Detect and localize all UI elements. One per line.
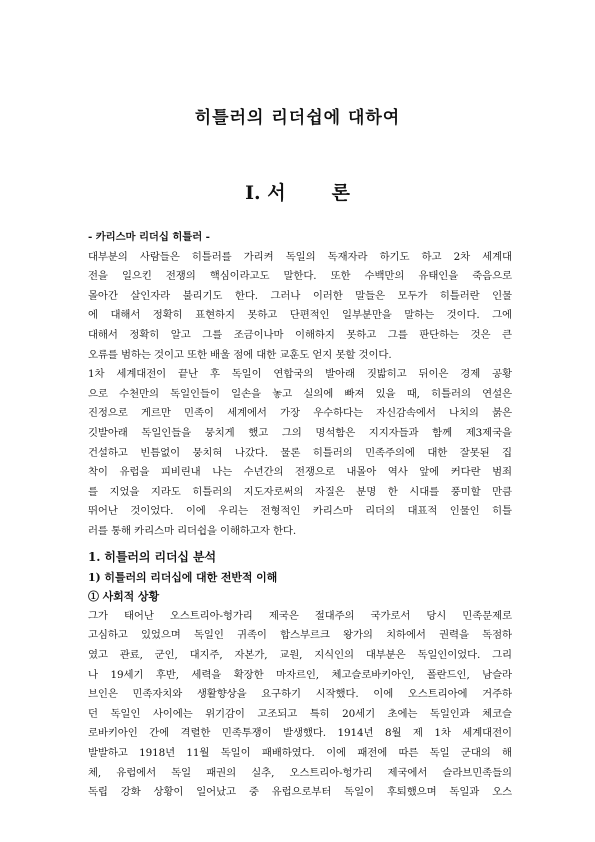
intro-line: 오류를 범하는 것이고 또한 배울 점에 대한 교훈도 얻지 못할 것이다.: [88, 348, 392, 361]
para2-line: 를 지었을 지라도 히틀러의 지도자로써의 자질은 분명 한 시대를 풍미할 만큼: [88, 485, 512, 498]
para2-line: 착이 유럽을 피비린내 나는 수년간의 전쟁으로 내몰아 역사 앞에 커다란 범죄: [88, 466, 512, 479]
section1-line: 나 19세기 후반, 세력을 확장한 마자르인, 체고슬로바키아인, 폴란드인, 남슬라: [88, 668, 512, 681]
intro-line: 전을 일으킨 전쟁의 핵심이라고도 말한다. 또한 수백만의 유태인을 죽음으로: [88, 270, 512, 283]
section1-line: 였고 관료, 군인, 대지주, 자본가, 교원, 지식인의 대부분은 독일인이었다. 그리: [88, 648, 512, 661]
chapter-word: 론: [331, 182, 350, 204]
section1-line: 독립 강화 상황이 일어났고 중 유럽으로부터 독일이 후퇴했으며 독일과 오스: [88, 786, 512, 799]
section1-block: [88, 548, 512, 803]
section1-line: 발발하고 1918년 11월 독일이 패배하였다. 이에 패전에 따른 독일 군대의 해: [88, 746, 512, 759]
intro-line: 몰아간 살인자라 불리기도 한다. 그러나 이러한 말들은 모두가 히틀러란 인물: [88, 289, 512, 302]
para2-line: 으로 수천만의 독일인들이 일손을 놓고 실의에 빠져 있을 때, 히틀러의 연설은: [88, 387, 512, 400]
chapter-heading: [0, 178, 595, 205]
para2-line: 뛰어난 것이었다. 이에 우리는 전형적인 카리스마 리더의 대표적 인물인 히틀: [88, 505, 512, 518]
section1-line: 체, 유럽에서 독일 패권의 실추, 오스트리아-헝가리 제국에서 슬라브민족들의: [88, 766, 512, 779]
intro-block: [88, 228, 512, 542]
intro-line: 에 대해서 정확히 표현하지 못하고 단편적인 일부분만을 말하는 것이다. 그에: [88, 309, 512, 322]
intro-line: 대해서 정확히 알고 그를 조금이나마 이해하지 못하고 그를 판단하는 것은 큰: [88, 328, 512, 341]
intro-subtitle: - 카리스마 리더십 히틀러 -: [88, 231, 210, 243]
section-heading: 1. 히틀러의 리더십 분석: [88, 550, 216, 564]
subsection-heading: 1) 히틀러의 리더십에 대한 전반적 이해: [88, 570, 278, 584]
para2-line: 러를 통해 카리스마 리더쉽을 이해하고자 한다.: [88, 524, 297, 537]
para2-line: 진정으로 게르만 민족이 세계에서 가장 우수하다는 자신감속에서 나치의 붉은: [88, 407, 512, 420]
section1-line: 로바키아인 간에 격렬한 민족투쟁이 발생했다. 1914년 8월 제 1차 세계대전이: [88, 727, 512, 740]
section1-line: 그가 태어난 오스트리아-헝가리 제국은 절대주의 국가로서 당시 민족문제로: [88, 609, 512, 622]
para2-line: 깃발아래 독일인들을 뭉치게 했고 그의 명석함은 지지자들과 함께 제3제국을: [88, 426, 512, 439]
section1-line: 브인은 민족자치와 생활향상을 요구하기 시작했다. 이에 오스트리아에 거주하: [88, 688, 512, 701]
document-title: 히틀러의 리더쉽에 대하여: [194, 108, 401, 128]
chapter-numeral: Ⅰ. 서: [245, 182, 286, 204]
section1-line: 고심하고 있었으며 독일인 귀족이 합스부르크 왕가의 치하에서 권력을 독점하: [88, 629, 512, 642]
para2-line: 1차 세계대전이 끝난 후 독일이 연합국의 발아래 짓밟히고 뒤이은 경제 공황: [88, 368, 512, 381]
intro-line: 대부분의 사람들은 히틀러를 가리켜 독일의 독재자라 하기도 하고 2차 세계대: [88, 250, 512, 263]
item-heading: ① 사회적 상황: [88, 590, 159, 604]
section1-line: 던 독일인 사이에는 위기감이 고조되고 특히 20세기 초에는 독일인과 체코슬: [88, 707, 512, 720]
para2-line: 건설하고 빈틈없이 뭉치혀 나갔다. 물론 히틀러의 민족주의에 대한 잘못된 집: [88, 446, 512, 459]
